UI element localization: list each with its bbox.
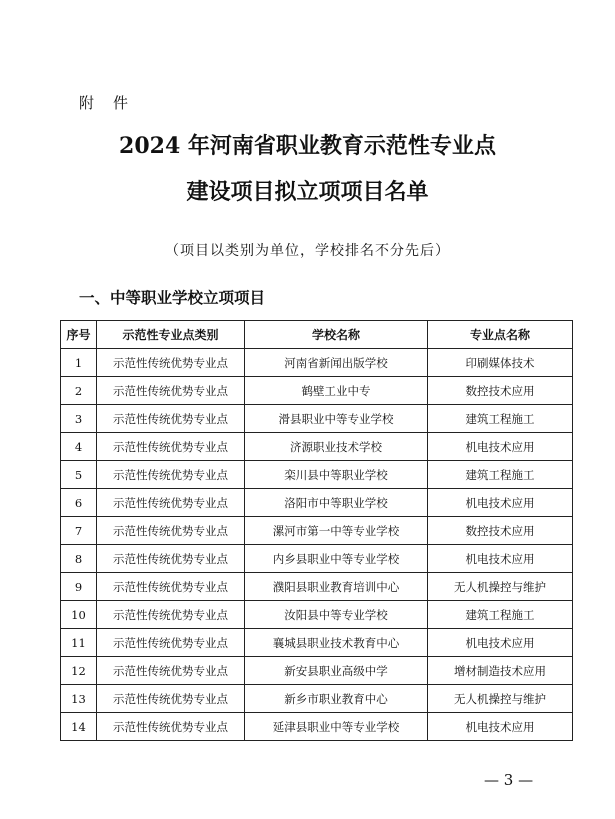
table-row (61, 517, 573, 545)
row-major: 机电技术应用 (428, 433, 573, 461)
section-heading: 一、中等职业学校立项项目 (79, 289, 266, 307)
row-index: 7 (61, 517, 97, 545)
row-major: 印刷媒体技术 (428, 349, 573, 377)
row-category: 示范性传统优势专业点 (97, 685, 245, 713)
row-category: 示范性传统优势专业点 (97, 545, 245, 573)
table-row (61, 629, 573, 657)
table-row (61, 489, 573, 517)
row-school: 汝阳县中等专业学校 (245, 601, 428, 629)
row-category: 示范性传统优势专业点 (97, 517, 245, 545)
row-major: 机电技术应用 (428, 713, 573, 741)
table-row (61, 461, 573, 489)
row-category: 示范性传统优势专业点 (97, 573, 245, 601)
header-category: 示范性专业点类别 (97, 321, 245, 349)
ranking-note: （项目以类别为单位，学校排名不分先后） (165, 243, 450, 259)
row-major: 建筑工程施工 (428, 601, 573, 629)
attachment-label: 附 件 (79, 94, 131, 112)
row-category: 示范性传统优势专业点 (97, 377, 245, 405)
row-school: 襄城县职业技术教育中心 (245, 629, 428, 657)
row-index: 4 (61, 433, 97, 461)
row-category: 示范性传统优势专业点 (97, 461, 245, 489)
row-major: 机电技术应用 (428, 545, 573, 573)
row-major: 数控技术应用 (428, 517, 573, 545)
table-row (61, 545, 573, 573)
document-title-line1: 2024 年河南省职业教育示范性专业点 (119, 133, 496, 159)
row-category: 示范性传统优势专业点 (97, 349, 245, 377)
row-category: 示范性传统优势专业点 (97, 657, 245, 685)
row-school: 鹤壁工业中专 (245, 377, 428, 405)
row-index: 10 (61, 601, 97, 629)
header-school: 学校名称 (245, 321, 428, 349)
row-index: 13 (61, 685, 97, 713)
document-title-line2: 建设项目拟立项项目名单 (186, 179, 429, 205)
row-index: 9 (61, 573, 97, 601)
row-index: 2 (61, 377, 97, 405)
row-school: 新乡市职业教育中心 (245, 685, 428, 713)
row-school: 河南省新闻出版学校 (245, 349, 428, 377)
table-body (61, 349, 573, 741)
row-major: 机电技术应用 (428, 489, 573, 517)
row-school: 新安县职业高级中学 (245, 657, 428, 685)
row-category: 示范性传统优势专业点 (97, 713, 245, 741)
row-category: 示范性传统优势专业点 (97, 629, 245, 657)
table-header-row (61, 321, 573, 349)
row-index: 14 (61, 713, 97, 741)
row-index: 11 (61, 629, 97, 657)
table-row (61, 573, 573, 601)
header-major: 专业点名称 (428, 321, 573, 349)
table-row (61, 685, 573, 713)
row-school: 济源职业技术学校 (245, 433, 428, 461)
project-table (60, 320, 573, 741)
row-school: 滑县职业中等专业学校 (245, 405, 428, 433)
row-school: 内乡县职业中等专业学校 (245, 545, 428, 573)
page-number: — 3 — (484, 771, 534, 789)
header-index: 序号 (61, 321, 97, 349)
row-index: 8 (61, 545, 97, 573)
row-category: 示范性传统优势专业点 (97, 405, 245, 433)
row-index: 1 (61, 349, 97, 377)
row-major: 数控技术应用 (428, 377, 573, 405)
row-school: 延津县职业中等专业学校 (245, 713, 428, 741)
row-index: 3 (61, 405, 97, 433)
table-row (61, 601, 573, 629)
table-row (61, 657, 573, 685)
table-row (61, 377, 573, 405)
table-row (61, 405, 573, 433)
row-school: 濮阳县职业教育培训中心 (245, 573, 428, 601)
row-school: 洛阳市中等职业学校 (245, 489, 428, 517)
row-major: 建筑工程施工 (428, 405, 573, 433)
row-category: 示范性传统优势专业点 (97, 601, 245, 629)
row-index: 12 (61, 657, 97, 685)
row-category: 示范性传统优势专业点 (97, 489, 245, 517)
row-major: 机电技术应用 (428, 629, 573, 657)
row-school: 漯河市第一中等专业学校 (245, 517, 428, 545)
row-category: 示范性传统优势专业点 (97, 433, 245, 461)
row-index: 6 (61, 489, 97, 517)
row-index: 5 (61, 461, 97, 489)
row-school: 栾川县中等职业学校 (245, 461, 428, 489)
row-major: 增材制造技术应用 (428, 657, 573, 685)
table-row (61, 433, 573, 461)
row-major: 无人机操控与维护 (428, 685, 573, 713)
table-row (61, 349, 573, 377)
row-major: 建筑工程施工 (428, 461, 573, 489)
row-major: 无人机操控与维护 (428, 573, 573, 601)
table-row (61, 713, 573, 741)
